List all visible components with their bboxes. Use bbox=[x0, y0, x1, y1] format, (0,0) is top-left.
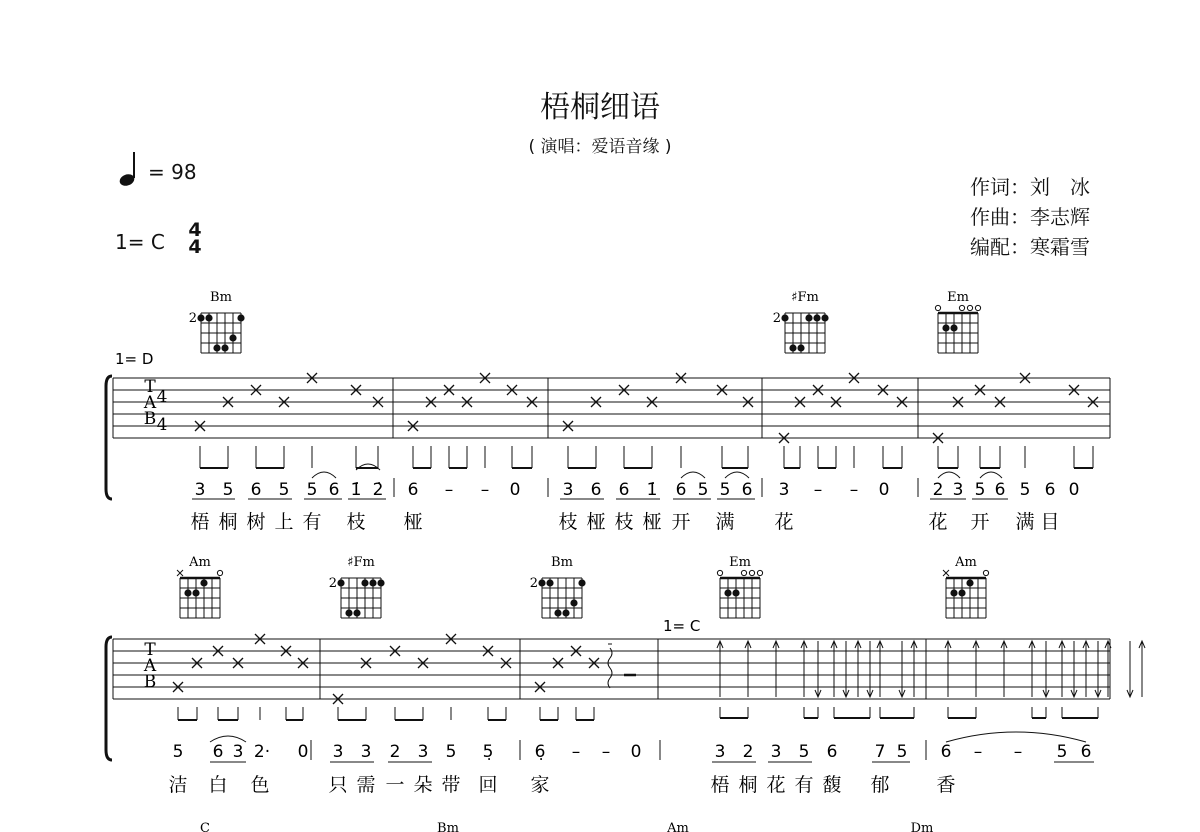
chord-diagram bbox=[177, 555, 223, 618]
chord-dot bbox=[369, 579, 376, 586]
lyric-char: 枝 bbox=[346, 511, 366, 533]
open-string-marker bbox=[983, 570, 988, 575]
chord-dot bbox=[950, 589, 957, 596]
numbered-note: 5 bbox=[697, 480, 709, 500]
lyricist-credit: 作词：刘 冰 bbox=[970, 175, 1090, 199]
lyric-char: 满 bbox=[1015, 511, 1035, 533]
lyric-char: 带 bbox=[441, 774, 461, 796]
numbered-note: – bbox=[601, 742, 611, 762]
numbered-note: 6 bbox=[1080, 742, 1092, 762]
tie-slur bbox=[681, 472, 705, 478]
numbered-note: 5 bbox=[222, 480, 234, 500]
chord-dot bbox=[538, 579, 545, 586]
chord-dot bbox=[205, 314, 212, 321]
time-signature-bottom: 4 bbox=[188, 236, 202, 258]
lyric-char: 馥 bbox=[822, 774, 842, 796]
chord-name: Am bbox=[955, 555, 977, 570]
chord-name: Em bbox=[947, 290, 969, 305]
lyric-char: 开 bbox=[671, 511, 691, 533]
numbered-note: 2 bbox=[932, 480, 944, 500]
chord-diagram bbox=[530, 555, 586, 618]
tempo-marking: = 98 bbox=[148, 160, 197, 184]
chord-dot bbox=[942, 324, 949, 331]
numbered-note: 6 bbox=[994, 480, 1006, 500]
numbered-note: 5 bbox=[1019, 480, 1031, 500]
chord-dot bbox=[213, 344, 220, 351]
performer-subtitle: ( 演唱：爱语音缘 ) bbox=[528, 137, 672, 157]
numbered-note: 0 bbox=[630, 742, 642, 762]
chord-name: Am bbox=[667, 821, 689, 832]
numbered-note: 3 bbox=[332, 742, 344, 762]
arranger-credit: 编配：寒霜雪 bbox=[970, 235, 1090, 259]
lyric-char: 郁 bbox=[870, 774, 890, 796]
numbered-note: 1̇ bbox=[646, 480, 658, 500]
composer-credit: 作曲：李志辉 bbox=[970, 205, 1090, 229]
chord-name: C bbox=[200, 821, 210, 832]
lyric-char: 回 bbox=[478, 774, 498, 796]
numbered-note: 5 bbox=[896, 742, 908, 762]
tie-slur bbox=[312, 472, 336, 478]
chord-dot bbox=[337, 579, 344, 586]
chord-diagram bbox=[189, 290, 245, 353]
numbered-note: 0 bbox=[509, 480, 521, 500]
chord-dot bbox=[578, 579, 585, 586]
chord-dot bbox=[546, 579, 553, 586]
chord-dot bbox=[724, 589, 731, 596]
tab-clef-letter: T bbox=[144, 377, 156, 397]
numbered-note: – bbox=[1013, 742, 1023, 762]
numbered-note: 2̇ bbox=[372, 480, 384, 500]
lyric-char: 洁 bbox=[168, 774, 188, 796]
chord-dot bbox=[554, 609, 561, 616]
tab-clef-letter: A bbox=[143, 393, 157, 413]
numbered-note: 0 bbox=[297, 742, 309, 762]
lyric-char: 需 bbox=[356, 774, 376, 796]
lyric-char: 家 bbox=[530, 774, 550, 796]
system-bracket bbox=[106, 376, 112, 499]
tie-slur bbox=[980, 472, 1002, 478]
chord-dot bbox=[966, 579, 973, 586]
lyric-char: 色 bbox=[250, 774, 270, 796]
chord-name: Dm bbox=[910, 821, 934, 832]
lyric-char: 只 bbox=[328, 774, 348, 796]
numbered-note: 5 bbox=[719, 480, 731, 500]
tie-slur bbox=[725, 472, 749, 478]
numbered-note: 2 bbox=[389, 742, 401, 762]
chord-fret-number: 2 bbox=[328, 576, 337, 591]
numbered-note: 3 bbox=[360, 742, 372, 762]
lyric-char: 一 bbox=[385, 774, 405, 796]
lyric-char: 桠 bbox=[403, 511, 423, 533]
lyric-char: 有 bbox=[794, 774, 814, 796]
tie-slur bbox=[938, 472, 960, 478]
lyric-char: 目 bbox=[1040, 511, 1060, 533]
lyric-char: 花 bbox=[774, 511, 794, 533]
tie-slur bbox=[946, 732, 1086, 742]
chord-name: ♯Fm bbox=[791, 290, 819, 305]
numbered-note: 6 bbox=[741, 480, 753, 500]
numbered-note: 3 bbox=[417, 742, 429, 762]
chord-dot bbox=[192, 589, 199, 596]
key-change-label: 1= C bbox=[663, 617, 701, 635]
open-string-marker bbox=[967, 305, 972, 310]
numbered-note: 6 bbox=[940, 742, 952, 762]
open-string-marker bbox=[717, 570, 722, 575]
chord-dot bbox=[221, 344, 228, 351]
lyric-char: 香 bbox=[936, 774, 956, 796]
tab-time-top: 4 bbox=[156, 387, 168, 407]
chord-dot bbox=[950, 324, 957, 331]
numbered-note: 5 bbox=[278, 480, 290, 500]
numbered-note: 5̣ bbox=[482, 742, 494, 762]
open-string-marker bbox=[749, 570, 754, 575]
tab-clef-letter: B bbox=[143, 409, 157, 429]
chord-dot bbox=[805, 314, 812, 321]
numbered-note: 1̇ bbox=[350, 480, 362, 500]
tab-clef-letter: B bbox=[143, 672, 157, 692]
open-string-marker bbox=[959, 305, 964, 310]
chord-dot bbox=[958, 589, 965, 596]
numbered-note: 2· bbox=[253, 742, 271, 762]
chord-fret-number: 2 bbox=[188, 311, 197, 326]
lyric-char: 花 bbox=[766, 774, 786, 796]
open-string-marker bbox=[935, 305, 940, 310]
chord-name: Bm bbox=[551, 555, 573, 570]
numbered-note: 0 bbox=[1068, 480, 1080, 500]
numbered-note: – bbox=[813, 480, 823, 500]
chord-dot bbox=[821, 314, 828, 321]
chord-dot bbox=[237, 314, 244, 321]
song-title: 梧桐细语 bbox=[540, 90, 660, 125]
key-signature: 1= C bbox=[115, 230, 165, 254]
lyric-char: 枝 bbox=[558, 511, 578, 533]
open-string-marker bbox=[741, 570, 746, 575]
chord-diagram bbox=[773, 290, 829, 353]
numbered-note: 2 bbox=[742, 742, 754, 762]
numbered-note: 6 bbox=[407, 480, 419, 500]
lyric-char: 梧 bbox=[710, 774, 730, 796]
numbered-note: 6̣ bbox=[534, 742, 546, 762]
chord-dot bbox=[797, 344, 804, 351]
numbered-note: 7 bbox=[874, 742, 886, 762]
chord-diagram bbox=[329, 555, 385, 618]
numbered-note: 3 bbox=[232, 742, 244, 762]
numbered-note: 3 bbox=[778, 480, 790, 500]
lyric-char: 上 bbox=[274, 511, 294, 533]
numbered-note: 6 bbox=[328, 480, 340, 500]
open-string-marker bbox=[217, 570, 222, 575]
open-string-marker bbox=[975, 305, 980, 310]
chord-dot bbox=[570, 599, 577, 606]
chord-dot bbox=[361, 579, 368, 586]
numbered-note: – bbox=[444, 480, 454, 500]
tab-clef-letter: T bbox=[144, 640, 156, 660]
chord-diagram bbox=[717, 555, 762, 618]
numbered-note: 3 bbox=[562, 480, 574, 500]
numbered-note: 0 bbox=[878, 480, 890, 500]
chord-name: ♯Fm bbox=[347, 555, 375, 570]
chord-dot bbox=[781, 314, 788, 321]
numbered-note: 3 bbox=[194, 480, 206, 500]
tab-clef-letter: A bbox=[143, 656, 157, 676]
chord-name: Bm bbox=[437, 821, 459, 832]
chord-diagram bbox=[935, 290, 980, 353]
chord-dot bbox=[345, 609, 352, 616]
numbered-note: 6 bbox=[1044, 480, 1056, 500]
lyric-char: 白 bbox=[208, 774, 228, 796]
numbered-note: 6 bbox=[590, 480, 602, 500]
numbered-note: 5 bbox=[172, 742, 184, 762]
chord-fret-number: 2 bbox=[529, 576, 538, 591]
lyric-char: 开 bbox=[970, 511, 990, 533]
lyric-char: 桐 bbox=[218, 511, 238, 533]
numbered-note: 3 bbox=[952, 480, 964, 500]
numbered-note: – bbox=[571, 742, 581, 762]
numbered-note: 5 bbox=[1056, 742, 1068, 762]
numbered-note: 6 bbox=[826, 742, 838, 762]
chord-dot bbox=[184, 589, 191, 596]
lyric-char: 梧 bbox=[190, 511, 210, 533]
chord-dot bbox=[789, 344, 796, 351]
chord-name: Em bbox=[729, 555, 751, 570]
time-signature-top: 4 bbox=[188, 219, 202, 241]
numbered-note: 6 bbox=[675, 480, 687, 500]
numbered-note: 3 bbox=[770, 742, 782, 762]
arpeggio-wave bbox=[608, 648, 612, 688]
chord-dot bbox=[732, 589, 739, 596]
lyric-char: 树 bbox=[246, 511, 266, 533]
key-change-label: 1= D bbox=[115, 350, 154, 368]
numbered-note: 6 bbox=[618, 480, 630, 500]
tab-time-bottom: 4 bbox=[156, 415, 168, 435]
lyric-char: 枝 bbox=[614, 511, 634, 533]
open-string-marker bbox=[757, 570, 762, 575]
lyric-char: 桠 bbox=[586, 511, 606, 533]
numbered-note: 5 bbox=[974, 480, 986, 500]
chord-diagram bbox=[943, 555, 989, 618]
chord-dot bbox=[353, 609, 360, 616]
numbered-note: 5 bbox=[798, 742, 810, 762]
lyric-char: 花 bbox=[928, 511, 948, 533]
lyric-char: 桠 bbox=[642, 511, 662, 533]
numbered-note: – bbox=[480, 480, 490, 500]
chord-dot bbox=[813, 314, 820, 321]
numbered-note: 3 bbox=[714, 742, 726, 762]
lyric-char: 朵 bbox=[413, 774, 433, 796]
chord-dot bbox=[200, 579, 207, 586]
numbered-note: – bbox=[849, 480, 859, 500]
chord-name: Bm bbox=[210, 290, 232, 305]
chord-fret-number: 2 bbox=[772, 311, 781, 326]
numbered-note: – bbox=[973, 742, 983, 762]
numbered-note: 6 bbox=[250, 480, 262, 500]
chord-dot bbox=[197, 314, 204, 321]
chord-dot bbox=[562, 609, 569, 616]
numbered-note: 6 bbox=[212, 742, 224, 762]
lyric-char: 满 bbox=[715, 511, 735, 533]
chord-name: Am bbox=[189, 555, 211, 570]
system-bracket bbox=[106, 637, 112, 760]
lyric-char: 有 bbox=[302, 511, 322, 533]
chord-dot bbox=[377, 579, 384, 586]
lyric-char: 桐 bbox=[738, 774, 758, 796]
chord-dot bbox=[229, 334, 236, 341]
numbered-note: 5 bbox=[306, 480, 318, 500]
numbered-note: 5 bbox=[445, 742, 457, 762]
